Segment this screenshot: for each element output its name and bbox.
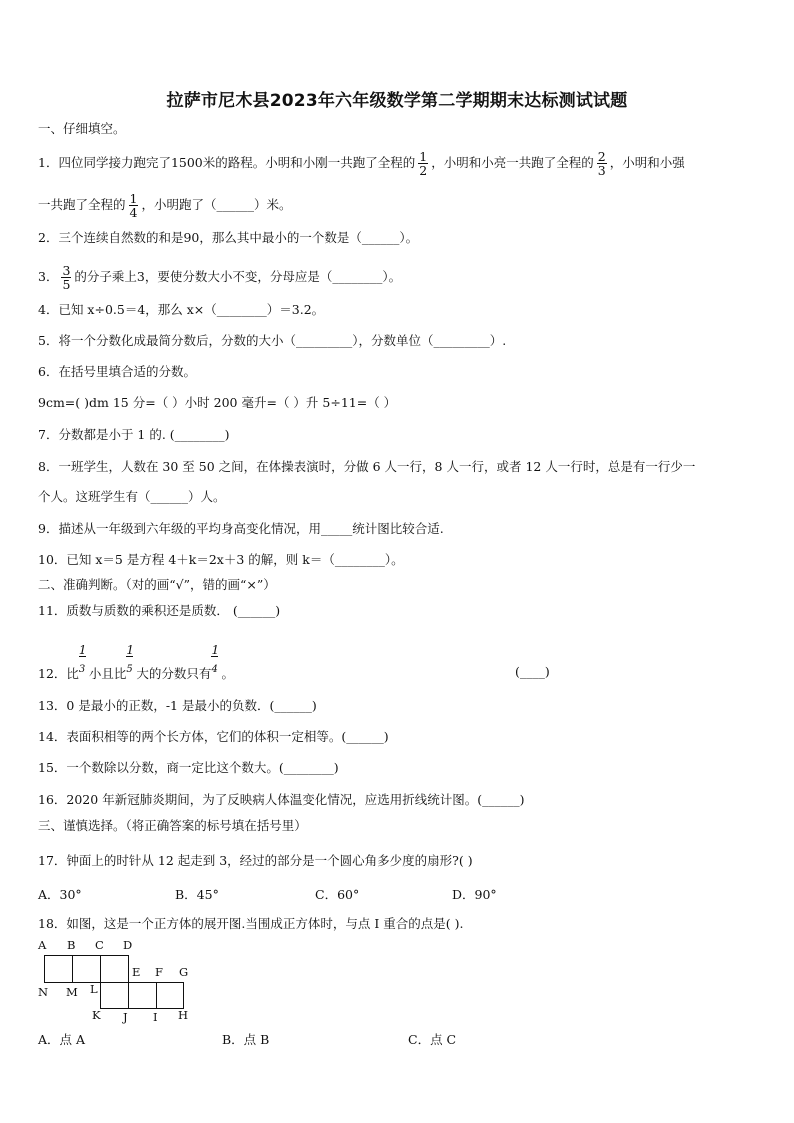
question-18-option-c: C．点 C [408, 1032, 457, 1047]
question-14: 14．表面积相等的两个长方体，它们的体积一定相等。(______) [38, 729, 389, 744]
question-1-line-2: 一共跑了全程的 $\frac{1}{4}$ ，小明跑了（______）米。 [38, 191, 292, 220]
net-label: J [123, 1010, 128, 1024]
net-square [72, 955, 101, 983]
question-17-option-d: D．90° [452, 887, 497, 902]
question-7: 7．分数都是小于 1 的. (________) [38, 427, 230, 442]
fraction: $\frac{1}{4}$ [129, 191, 138, 220]
question-10: 10．已知 x＝5 是方程 4＋k＝2x＋3 的解，则 k＝（________）。 [38, 552, 404, 567]
net-label: N [38, 985, 49, 999]
section-heading-2: 二、准确判断。（对的画“√”，错的画“×”） [38, 577, 276, 592]
net-label: A [38, 938, 47, 952]
question-1-line-1: 1．四位同学接力跑完了1500米的路程。小明和小刚一共跑了全程的 $\frac{1}{2}$ ，小明和小亮一共跑了全程的 $\frac{2}{3}$ ，小明和小强 [38, 149, 685, 178]
question-3: 3． $\frac{3}{5}$ 的分子乘上3，要使分数大小不变，分母应是（________）。 [38, 263, 402, 292]
question-17: 17．钟面上的时针从 12 起走到 3，经过的部分是一个圆心角多少度的扇形?( ) [38, 853, 473, 868]
question-12: 12．比 1 3 小且比 1 5 大的分数只有 1 4 。 [38, 643, 234, 681]
net-label: K [92, 1008, 101, 1022]
net-label: G [179, 965, 189, 979]
fraction: $\frac{3}{5}$ [62, 263, 71, 292]
question-2: 2．三个连续自然数的和是90，那么其中最小的一个数是（______）。 [38, 230, 419, 245]
question-6: 6．在括号里填合适的分数。 [38, 364, 196, 379]
question-13: 13．0 是最小的正数，-1 是最小的负数．(______) [38, 698, 317, 713]
net-square [44, 955, 73, 983]
net-square [156, 982, 184, 1009]
net-label: I [153, 1010, 158, 1024]
question-8-line-1: 8．一班学生，人数在 30 至 50 之间，在体操表演时，分做 6 人一行，8 人一行，或者 12 人一行时，总是有一行少一 [38, 459, 696, 474]
question-17-option-a: A．30° [38, 887, 82, 902]
fraction: 1 3 [78, 643, 87, 675]
net-label: F [155, 965, 163, 979]
question-11: 11．质数与质数的乘积还是质数． (______) [38, 603, 281, 618]
question-18-option-b: B．点 B [222, 1032, 270, 1047]
question-5: 5．将一个分数化成最简分数后，分数的大小（_________），分数单位（_________）. [38, 333, 507, 348]
section-heading-3: 三、谨慎选择。（将正确答案的标号填在括号里） [38, 818, 307, 833]
net-square [100, 955, 129, 983]
net-square [128, 982, 157, 1009]
question-12-answer-blank: (____) [515, 664, 550, 679]
fraction: 1 5 [126, 643, 135, 675]
question-6-items: 9cm=( )dm 15 分=（ ）小时 200 毫升=（ ）升 5÷11=（ ） [38, 395, 397, 410]
question-16: 16．2020 年新冠肺炎期间，为了反映病人体温变化情况，应选用折线统计图。(______) [38, 792, 525, 807]
fraction: 1 4 [211, 643, 220, 675]
net-label: B [67, 938, 76, 952]
question-8-line-2: 个人。这班学生有（______）人。 [38, 489, 226, 504]
net-square [100, 982, 129, 1009]
net-label: E [132, 965, 141, 979]
net-label: L [90, 982, 98, 996]
question-15: 15．一个数除以分数，商一定比这个数大。(________) [38, 760, 339, 775]
page-title: 拉萨市尼木县2023年六年级数学第二学期期末达标测试试题 [166, 91, 628, 111]
net-label: C [95, 938, 104, 952]
question-17-option-c: C．60° [315, 887, 360, 902]
question-17-option-b: B．45° [175, 887, 219, 902]
fraction: $\frac{1}{2}$ [419, 149, 428, 178]
fraction: $\frac{2}{3}$ [597, 149, 606, 178]
net-label: H [178, 1008, 189, 1022]
question-9: 9．描述从一年级到六年级的平均身高变化情况，用_____统计图比较合适. [38, 521, 444, 536]
section-heading-1: 一、仔细填空。 [38, 121, 126, 136]
net-label: D [123, 938, 133, 952]
question-18-option-a: A．点 A [38, 1032, 86, 1047]
question-18: 18．如图，这是一个正方体的展开图.当围成正方体时，与点 I 重合的点是( ). [38, 916, 464, 931]
net-label: M [66, 985, 78, 999]
question-4: 4．已知 x÷0.5＝4，那么 x×（________）＝3.2。 [38, 302, 325, 317]
